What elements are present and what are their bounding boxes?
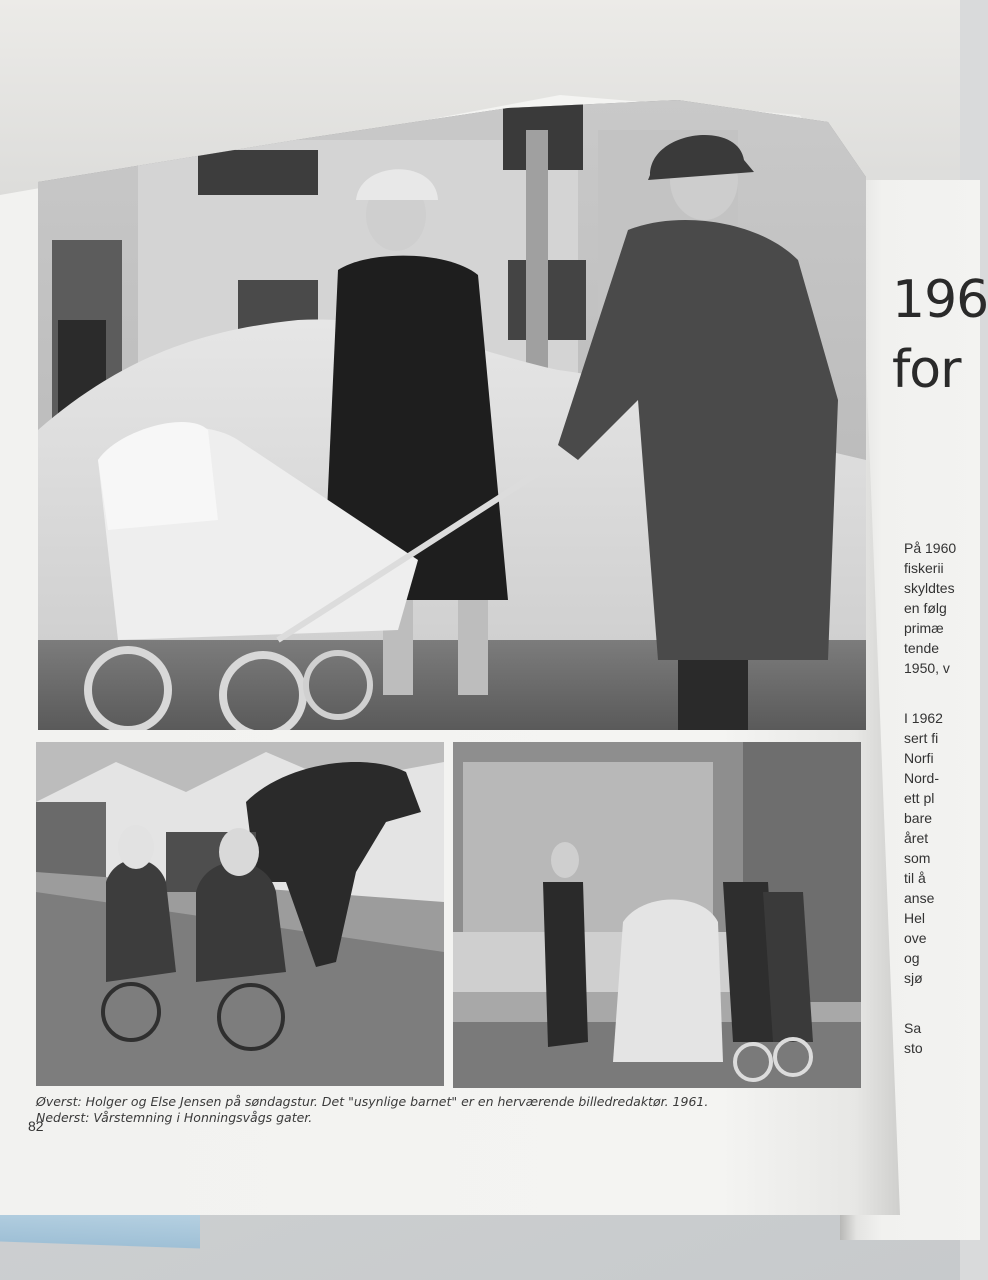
right-page-text-line: sjø — [904, 970, 923, 986]
right-page-text-line: som — [904, 850, 931, 866]
right-page-text-line: en følg — [904, 600, 947, 616]
caption-line-bottom: Nederst: Vårstemning i Honningsvågs gater. — [36, 1110, 313, 1125]
right-page-title-line-1: 196 — [892, 270, 988, 330]
right-page-text-line: Norfi — [904, 750, 934, 766]
right-page-text-line: ett pl — [904, 790, 935, 806]
right-page-text-line: I 1962 — [904, 710, 943, 726]
right-page-text-line: 1950, v — [904, 660, 950, 676]
right-page-text-line: og — [904, 950, 920, 966]
page-number: 82 — [28, 1118, 44, 1134]
right-page-text-line: ove — [904, 930, 927, 946]
right-page-text-line: bare — [904, 810, 933, 826]
right-page-text-line: Sa — [904, 1020, 922, 1036]
right-page-text-line: til å — [904, 870, 926, 886]
right-page-text-line: tende — [904, 640, 940, 656]
photo-street-scene — [453, 742, 861, 1088]
photo-couple-with-pram — [38, 100, 866, 730]
photo-street-image — [453, 742, 861, 1088]
photo-children-image — [36, 742, 444, 1086]
photo-children-tricycles — [36, 742, 444, 1086]
right-page-text-line: sto — [904, 1040, 923, 1056]
right-page-text-line: sert fi — [904, 730, 939, 746]
photo-caption — [36, 1094, 756, 1126]
right-page-text-line: skyldtes — [904, 580, 955, 596]
photo-couple-image — [38, 100, 866, 730]
right-page-text-line: Nord- — [904, 770, 940, 786]
right-page-text-line: anse — [904, 890, 935, 906]
caption-line-top: Øverst: Holger og Else Jensen på søndagstur. Det "usynlige barnet" er en herværende billedredaktør. 1961. — [36, 1094, 709, 1109]
right-page-text-line: året — [904, 830, 929, 846]
right-page-text-line: På 1960 — [904, 540, 957, 556]
right-page-text-line: primæ — [904, 620, 944, 636]
right-page-text-line: fiskerii — [904, 560, 944, 576]
right-page-text-line: Hel — [904, 910, 926, 926]
right-page-title-line-2: for — [892, 340, 961, 400]
